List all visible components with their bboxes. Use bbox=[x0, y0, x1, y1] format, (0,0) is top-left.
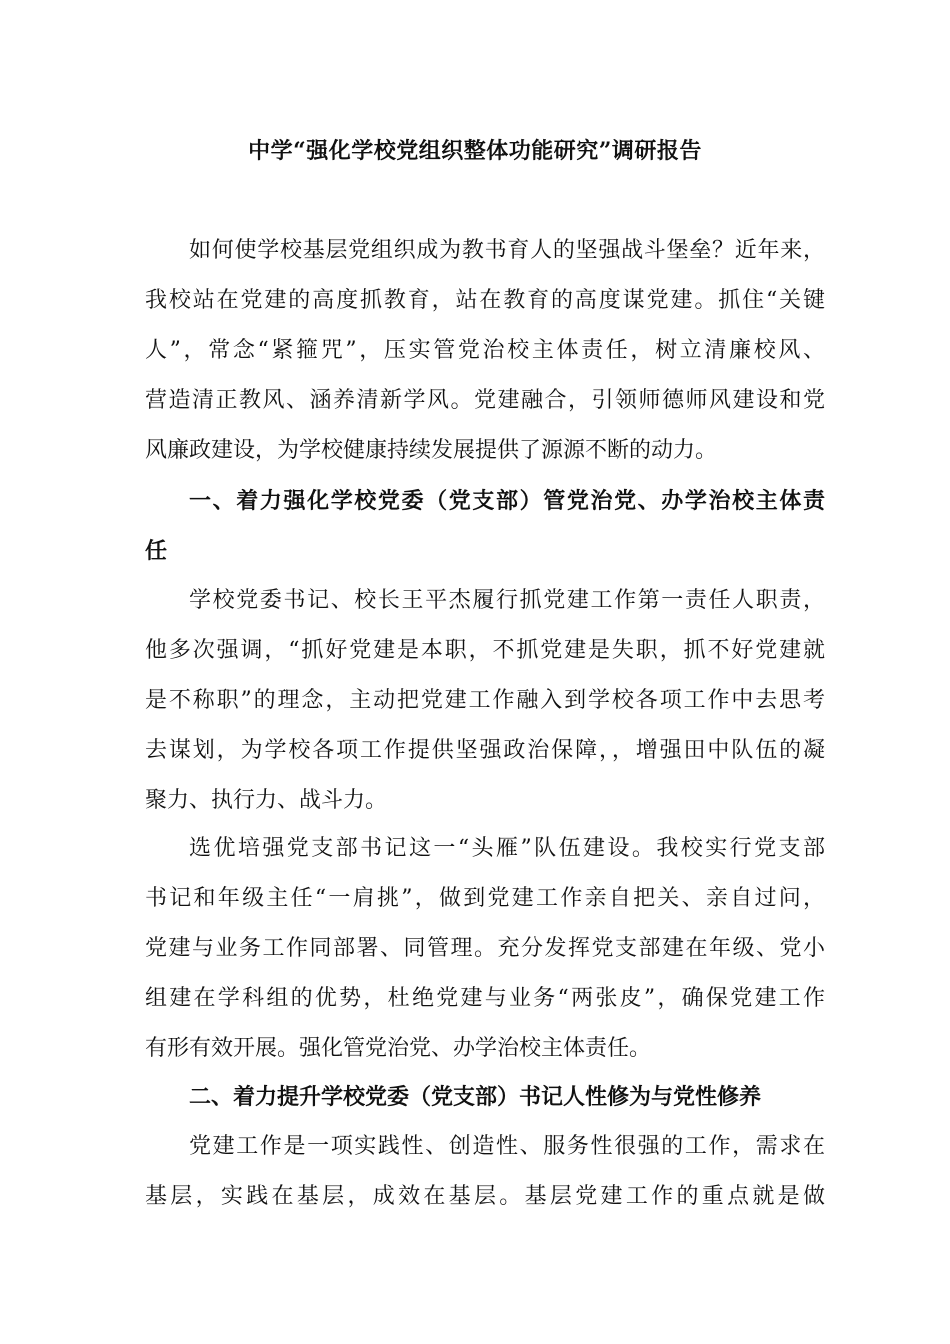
text-line: 人”，常念“紧箍咒”，压实管党治校主体责任，树立清廉校风、 bbox=[145, 338, 825, 363]
text-line: 党建与业务工作同部署、同管理。充分发挥党支部建在年级、党小 bbox=[145, 936, 825, 961]
text-line: 选优培强党支部书记这一“头雁”队伍建设。我校实行党支部 bbox=[189, 836, 825, 861]
text-line: 营造清正教风、涵养清新学风。党建融合，引领师德师风建设和党 bbox=[145, 388, 825, 413]
text-line: 基层，实践在基层，成效在基层。基层党建工作的重点就是做 bbox=[145, 1184, 825, 1209]
heading-line: 二、着力提升学校党委（党支部）书记人性修为与党性修养 bbox=[189, 1084, 762, 1110]
paragraph-branch-secretary bbox=[145, 824, 825, 1074]
paragraph-intro bbox=[145, 226, 825, 476]
text-line: 我校站在党建的高度抓教育，站在教育的高度谋党建。抓住“关键 bbox=[145, 288, 825, 313]
text-line: 如何使学校基层党组织成为教书育人的坚强战斗堡垒？近年来， bbox=[189, 238, 825, 263]
text-line: 有形有效开展。强化管党治党、办学治校主体责任。 bbox=[145, 1036, 652, 1061]
document-title: 中学“强化学校党组织整体功能研究”调研报告 bbox=[248, 138, 702, 164]
text-line: 学校党委书记、校长王平杰履行抓党建工作第一责任人职责， bbox=[189, 588, 825, 613]
section-heading-2 bbox=[145, 1072, 825, 1122]
text-line: 风廉政建设，为学校健康持续发展提供了源源不断的动力。 bbox=[145, 438, 718, 463]
text-line: 书记和年级主任“一肩挑”，做到党建工作亲自把关、亲自过问， bbox=[145, 886, 825, 911]
heading-line: 任 bbox=[145, 538, 168, 564]
paragraph-practice bbox=[145, 1122, 825, 1222]
text-line: 党建工作是一项实践性、创造性、服务性很强的工作，需求在 bbox=[189, 1134, 825, 1159]
heading-line: 一、着力强化学校党委（党支部）管党治党、办学治校主体责 bbox=[189, 488, 825, 514]
paragraph-responsibility bbox=[145, 576, 825, 826]
text-line: 聚力、执行力、战斗力。 bbox=[145, 788, 388, 813]
text-line: 是不称职”的理念，主动把党建工作融入到学校各项工作中去思考 bbox=[145, 688, 825, 713]
section-heading-1 bbox=[145, 476, 825, 576]
text-line: 组建在学科组的优势，杜绝党建与业务“两张皮”，确保党建工作 bbox=[145, 986, 825, 1011]
text-line: 去谋划，为学校各项工作提供坚强政治保障，，增强田中队伍的凝 bbox=[145, 738, 825, 763]
text-line: 他多次强调，“抓好党建是本职，不抓党建是失职，抓不好党建就 bbox=[145, 638, 825, 663]
